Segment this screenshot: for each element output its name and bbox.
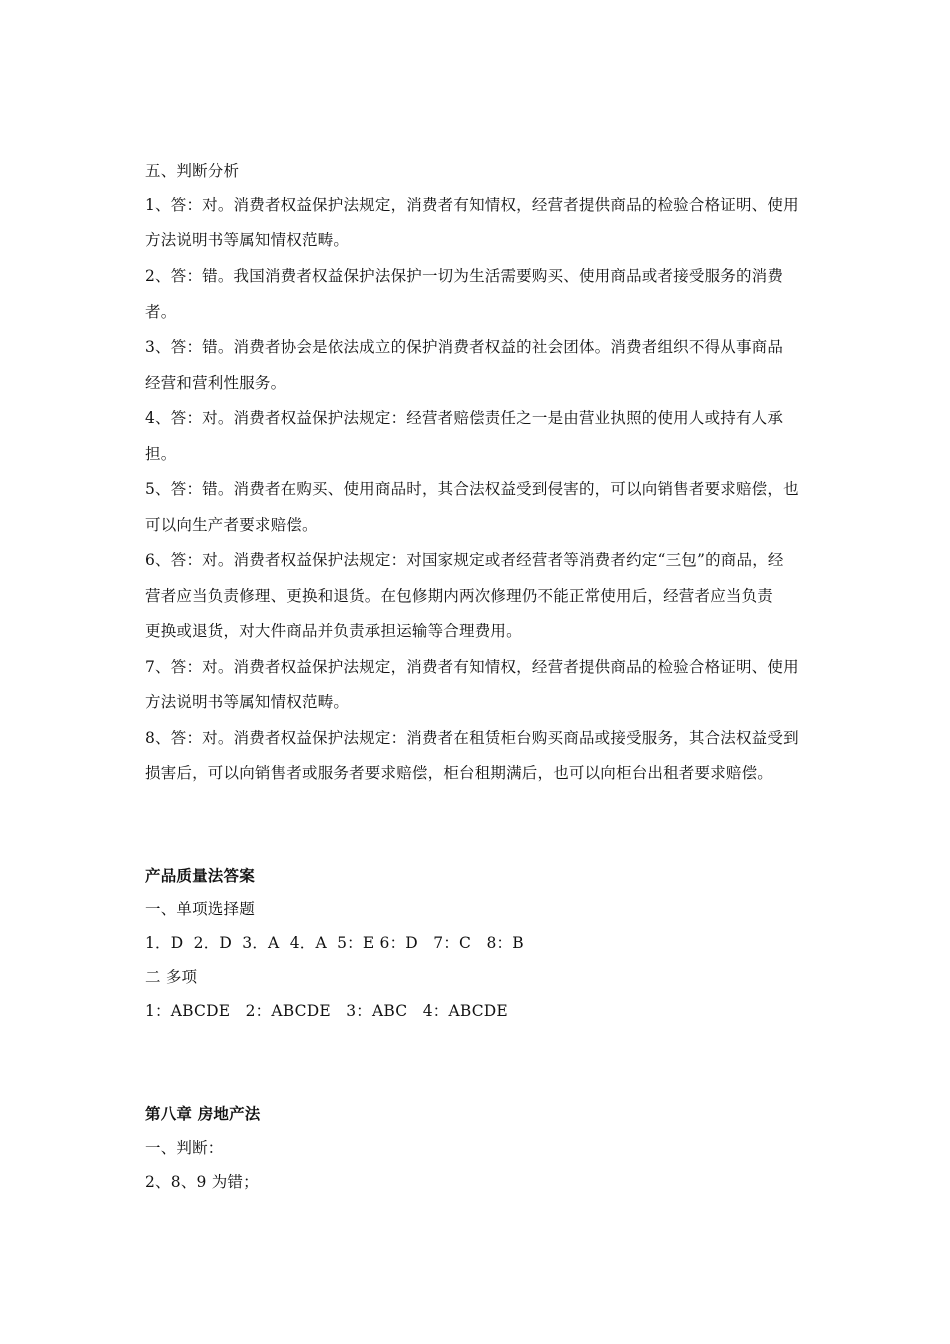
answer-line: 方法说明书等属知情权范畴。 bbox=[145, 693, 350, 711]
answer-line: 者。 bbox=[145, 303, 177, 321]
answer-line: 7、答：对。消费者权益保护法规定，消费者有知情权，经营者提供商品的检验合格证明、使用 bbox=[145, 658, 799, 676]
multi-choice-answers: 1：ABCDE 2：ABCDE 3：ABC 4：ABCDE bbox=[145, 1002, 508, 1020]
multi-choice-heading: 二 多项 bbox=[145, 968, 198, 986]
answer-line: 6、答：对。消费者权益保护法规定：对国家规定或者经营者等消费者约定“三包”的商品，经 bbox=[145, 551, 784, 569]
judgment-heading: 一、判断： bbox=[145, 1139, 224, 1157]
answer-line: 经营和营利性服务。 bbox=[145, 374, 287, 392]
single-choice-answers: 1．D 2．D 3．A 4．A 5：E 6：D 7：C 8：B bbox=[145, 934, 524, 952]
product-quality-title: 产品质量法答案 bbox=[145, 866, 255, 885]
judgment-answer: 2、8、9 为错； bbox=[145, 1173, 259, 1191]
answer-line: 4、答：对。消费者权益保护法规定：经营者赔偿责任之一是由营业执照的使用人或持有人承 bbox=[145, 409, 784, 427]
chapter-title: 第八章 房地产法 bbox=[145, 1104, 261, 1123]
answer-line: 损害后，可以向销售者或服务者要求赔偿，柜台租期满后，也可以向柜台出租者要求赔偿。 bbox=[145, 764, 774, 782]
answer-line: 2、答：错。我国消费者权益保护法保护一切为生活需要购买、使用商品或者接受服务的消费 bbox=[145, 267, 784, 285]
answer-line: 5、答：错。消费者在购买、使用商品时，其合法权益受到侵害的，可以向销售者要求赔偿，也 bbox=[145, 480, 799, 498]
section-heading: 五、判断分析 bbox=[145, 162, 240, 180]
answer-line: 方法说明书等属知情权范畴。 bbox=[145, 231, 350, 249]
answer-line: 担。 bbox=[145, 445, 177, 463]
answer-line: 更换或退货，对大件商品并负责承担运输等合理费用。 bbox=[145, 622, 522, 640]
answer-line: 可以向生产者要求赔偿。 bbox=[145, 516, 318, 534]
answer-line: 营者应当负责修理、更换和退货。在包修期内两次修理仍不能正常使用后，经营者应当负责 bbox=[145, 587, 774, 605]
answer-line: 8、答：对。消费者权益保护法规定：消费者在租赁柜台购买商品或接受服务，其合法权益受到 bbox=[145, 729, 799, 747]
answer-line: 1、答：对。消费者权益保护法规定，消费者有知情权，经营者提供商品的检验合格证明、使用 bbox=[145, 196, 799, 214]
answer-line: 3、答：错。消费者协会是依法成立的保护消费者权益的社会团体。消费者组织不得从事商品 bbox=[145, 338, 784, 356]
single-choice-heading: 一、单项选择题 bbox=[145, 900, 255, 918]
